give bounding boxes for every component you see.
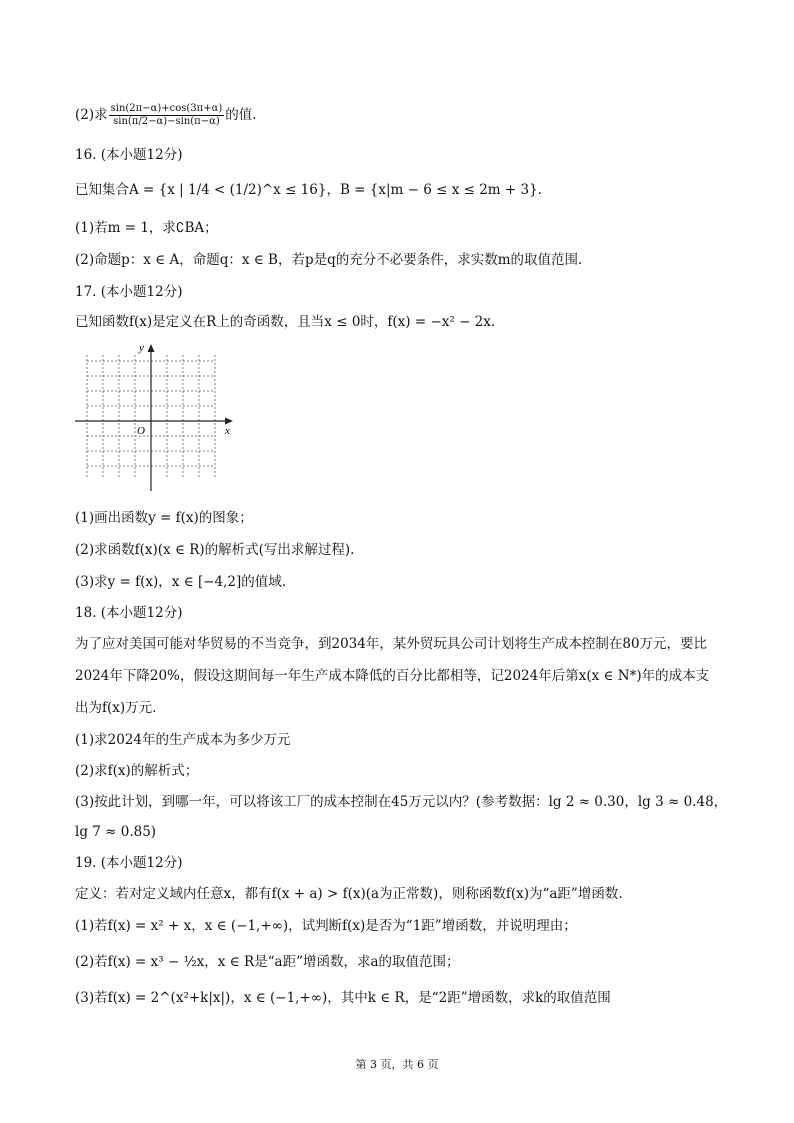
q18-statement-line3: 出为f(x)万元.	[75, 700, 157, 716]
x-axis-label: x	[225, 425, 230, 437]
q18-part3-line1: (3)按此计划，到哪一年，可以将该工厂的成本控制在45万元以内？(参考数据：lg 2 ≈ 0.30，lg 3 ≈ 0.48，	[75, 794, 728, 810]
q15-part2	[75, 103, 257, 128]
q18-statement-line2: 2024年下降20%，假设这期间每一年生产成本降低的百分比都相等，记2024年后第x(x ∈ N*)年的成本支	[75, 668, 710, 684]
q19-heading: 19. (本小题12分)	[75, 855, 183, 871]
q17-part1: (1)画出函数y = f(x)的图象；	[75, 510, 253, 526]
q17-statement: 已知函数f(x)是定义在R上的奇函数，且当x ≤ 0时，f(x) = −x² − 2x.	[75, 314, 496, 330]
q16-heading: 16. (本小题12分)	[75, 147, 183, 163]
origin-label: O	[137, 425, 145, 437]
page-number: 第 3 页，共 6 页	[355, 1058, 439, 1071]
q18-part2: (2)求f(x)的解析式；	[75, 763, 199, 779]
q15-fraction	[109, 103, 225, 128]
q15-part2-suffix: 的值.	[225, 107, 257, 123]
q17-heading: 17. (本小题12分)	[75, 284, 183, 300]
q18-statement-line1: 为了应对美国可能对华贸易的不当竞争，到2034年，某外贸玩具公司计划将生产成本控制在80万元，要比	[75, 636, 708, 652]
y-axis-arrow-icon	[148, 344, 155, 352]
q16-part2: (2)命题p：x ∈ A，命题q：x ∈ B，若p是q的充分不必要条件，求实数m的取值范围.	[75, 252, 583, 268]
y-axis-label: y	[139, 342, 144, 354]
q19-part2: (2)若f(x) = x³ − ½x，x ∈ R是“a距”增函数，求a的取值范围；	[75, 954, 460, 970]
q17-part2: (2)求函数f(x)(x ∈ R)的解析式(写出求解过程).	[75, 542, 355, 558]
q16-statement: 已知集合A = {x | 1/4 < (1/2)^x ≤ 16}，B = {x|m − 6 ≤ x ≤ 2m + 3}.	[75, 182, 542, 198]
q18-heading: 18. (本小题12分)	[75, 605, 183, 621]
q19-part1: (1)若f(x) = x² + x，x ∈ (−1,+∞)，试判断f(x)是否为“1距”增函数，并说明理由；	[75, 918, 577, 934]
q19-statement: 定义：若对定义域内任意x，都有f(x + a) > f(x)(a为正常数)，则称函数f(x)为“a距”增函数.	[75, 886, 623, 902]
x-axis-arrow-icon	[225, 418, 233, 425]
q18-part3-line2: lg 7 ≈ 0.85)	[75, 824, 157, 840]
q15-fraction-denominator: sin(π/2−α)−sin(π−α)	[113, 116, 220, 127]
q19-part3: (3)若f(x) = 2^(x²+k|x|)，x ∈ (−1,+∞)，其中k ∈ R，是“2距”增函数，求k的取值范围	[75, 990, 611, 1006]
q17-part3: (3)求y = f(x)，x ∈ [−4,2]的值域.	[75, 574, 287, 590]
q15-fraction-numerator: sin(2π−α)+cos(3π+α)	[110, 103, 223, 114]
q16-part1: (1)若m = 1，求∁BA；	[75, 220, 218, 236]
q15-part2-prefix: (2)求	[75, 107, 108, 123]
coordinate-grid	[75, 341, 235, 493]
q18-part1: (1)求2024年的生产成本为多少万元	[75, 732, 291, 748]
